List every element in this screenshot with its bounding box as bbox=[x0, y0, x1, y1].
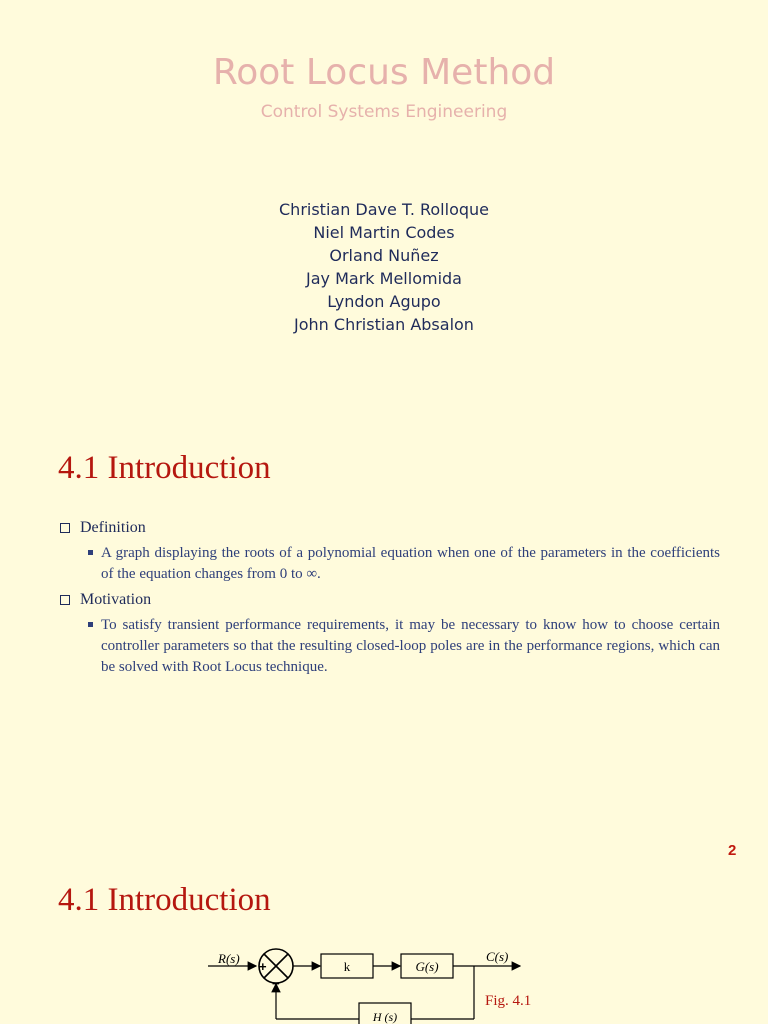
gain-label: k bbox=[343, 959, 351, 974]
plus-sign: + bbox=[259, 959, 267, 974]
definition-title: Definition bbox=[80, 519, 146, 536]
bullet-dot-icon bbox=[88, 622, 93, 627]
author-name: Christian Dave T. Rolloque bbox=[279, 200, 489, 219]
definition-bullet bbox=[60, 519, 720, 537]
feedback-label: H (s) bbox=[372, 1010, 398, 1024]
author-list bbox=[0, 198, 768, 336]
block-diagram bbox=[200, 935, 560, 1024]
section-heading: 4.1 Introduction bbox=[58, 882, 271, 918]
input-label: R(s) bbox=[218, 951, 240, 966]
author-name: Jay Mark Mellomida bbox=[306, 269, 462, 288]
definition-text: A graph displaying the roots of a polynomial equation when one of the parameters in the coefficients of the equation changes from 0 to ∞. bbox=[101, 545, 720, 582]
figure-caption: Fig. 4.1 bbox=[485, 993, 532, 1009]
author-name: Orland Nuñez bbox=[329, 246, 439, 265]
output-label: C(s) bbox=[486, 949, 509, 964]
square-bullet-icon bbox=[60, 595, 70, 605]
minus-sign: − bbox=[272, 976, 280, 991]
motivation-text: To satisfy transient performance requirements, it may be necessary to know how to choose certain controller parameters so that the resulting closed-loop poles are in the performance regions, which can be solved with Root Locus technique. bbox=[101, 617, 720, 675]
section-heading: 4.1 Introduction bbox=[58, 450, 271, 486]
bullet-dot-icon bbox=[88, 550, 93, 555]
page-subtitle: Control Systems Engineering bbox=[260, 102, 508, 122]
motivation-title: Motivation bbox=[80, 591, 152, 608]
plant-label: G(s) bbox=[415, 959, 439, 974]
author-name: Lyndon Agupo bbox=[327, 292, 441, 311]
motivation-item bbox=[60, 615, 720, 678]
square-bullet-icon bbox=[60, 523, 70, 533]
definition-item bbox=[60, 543, 720, 585]
author-name: John Christian Absalon bbox=[294, 315, 474, 334]
page-number: 2 bbox=[728, 842, 737, 859]
page-title: Root Locus Method bbox=[212, 52, 556, 93]
author-name: Niel Martin Codes bbox=[313, 223, 455, 242]
motivation-bullet bbox=[60, 591, 720, 609]
bullet-list bbox=[60, 519, 720, 684]
